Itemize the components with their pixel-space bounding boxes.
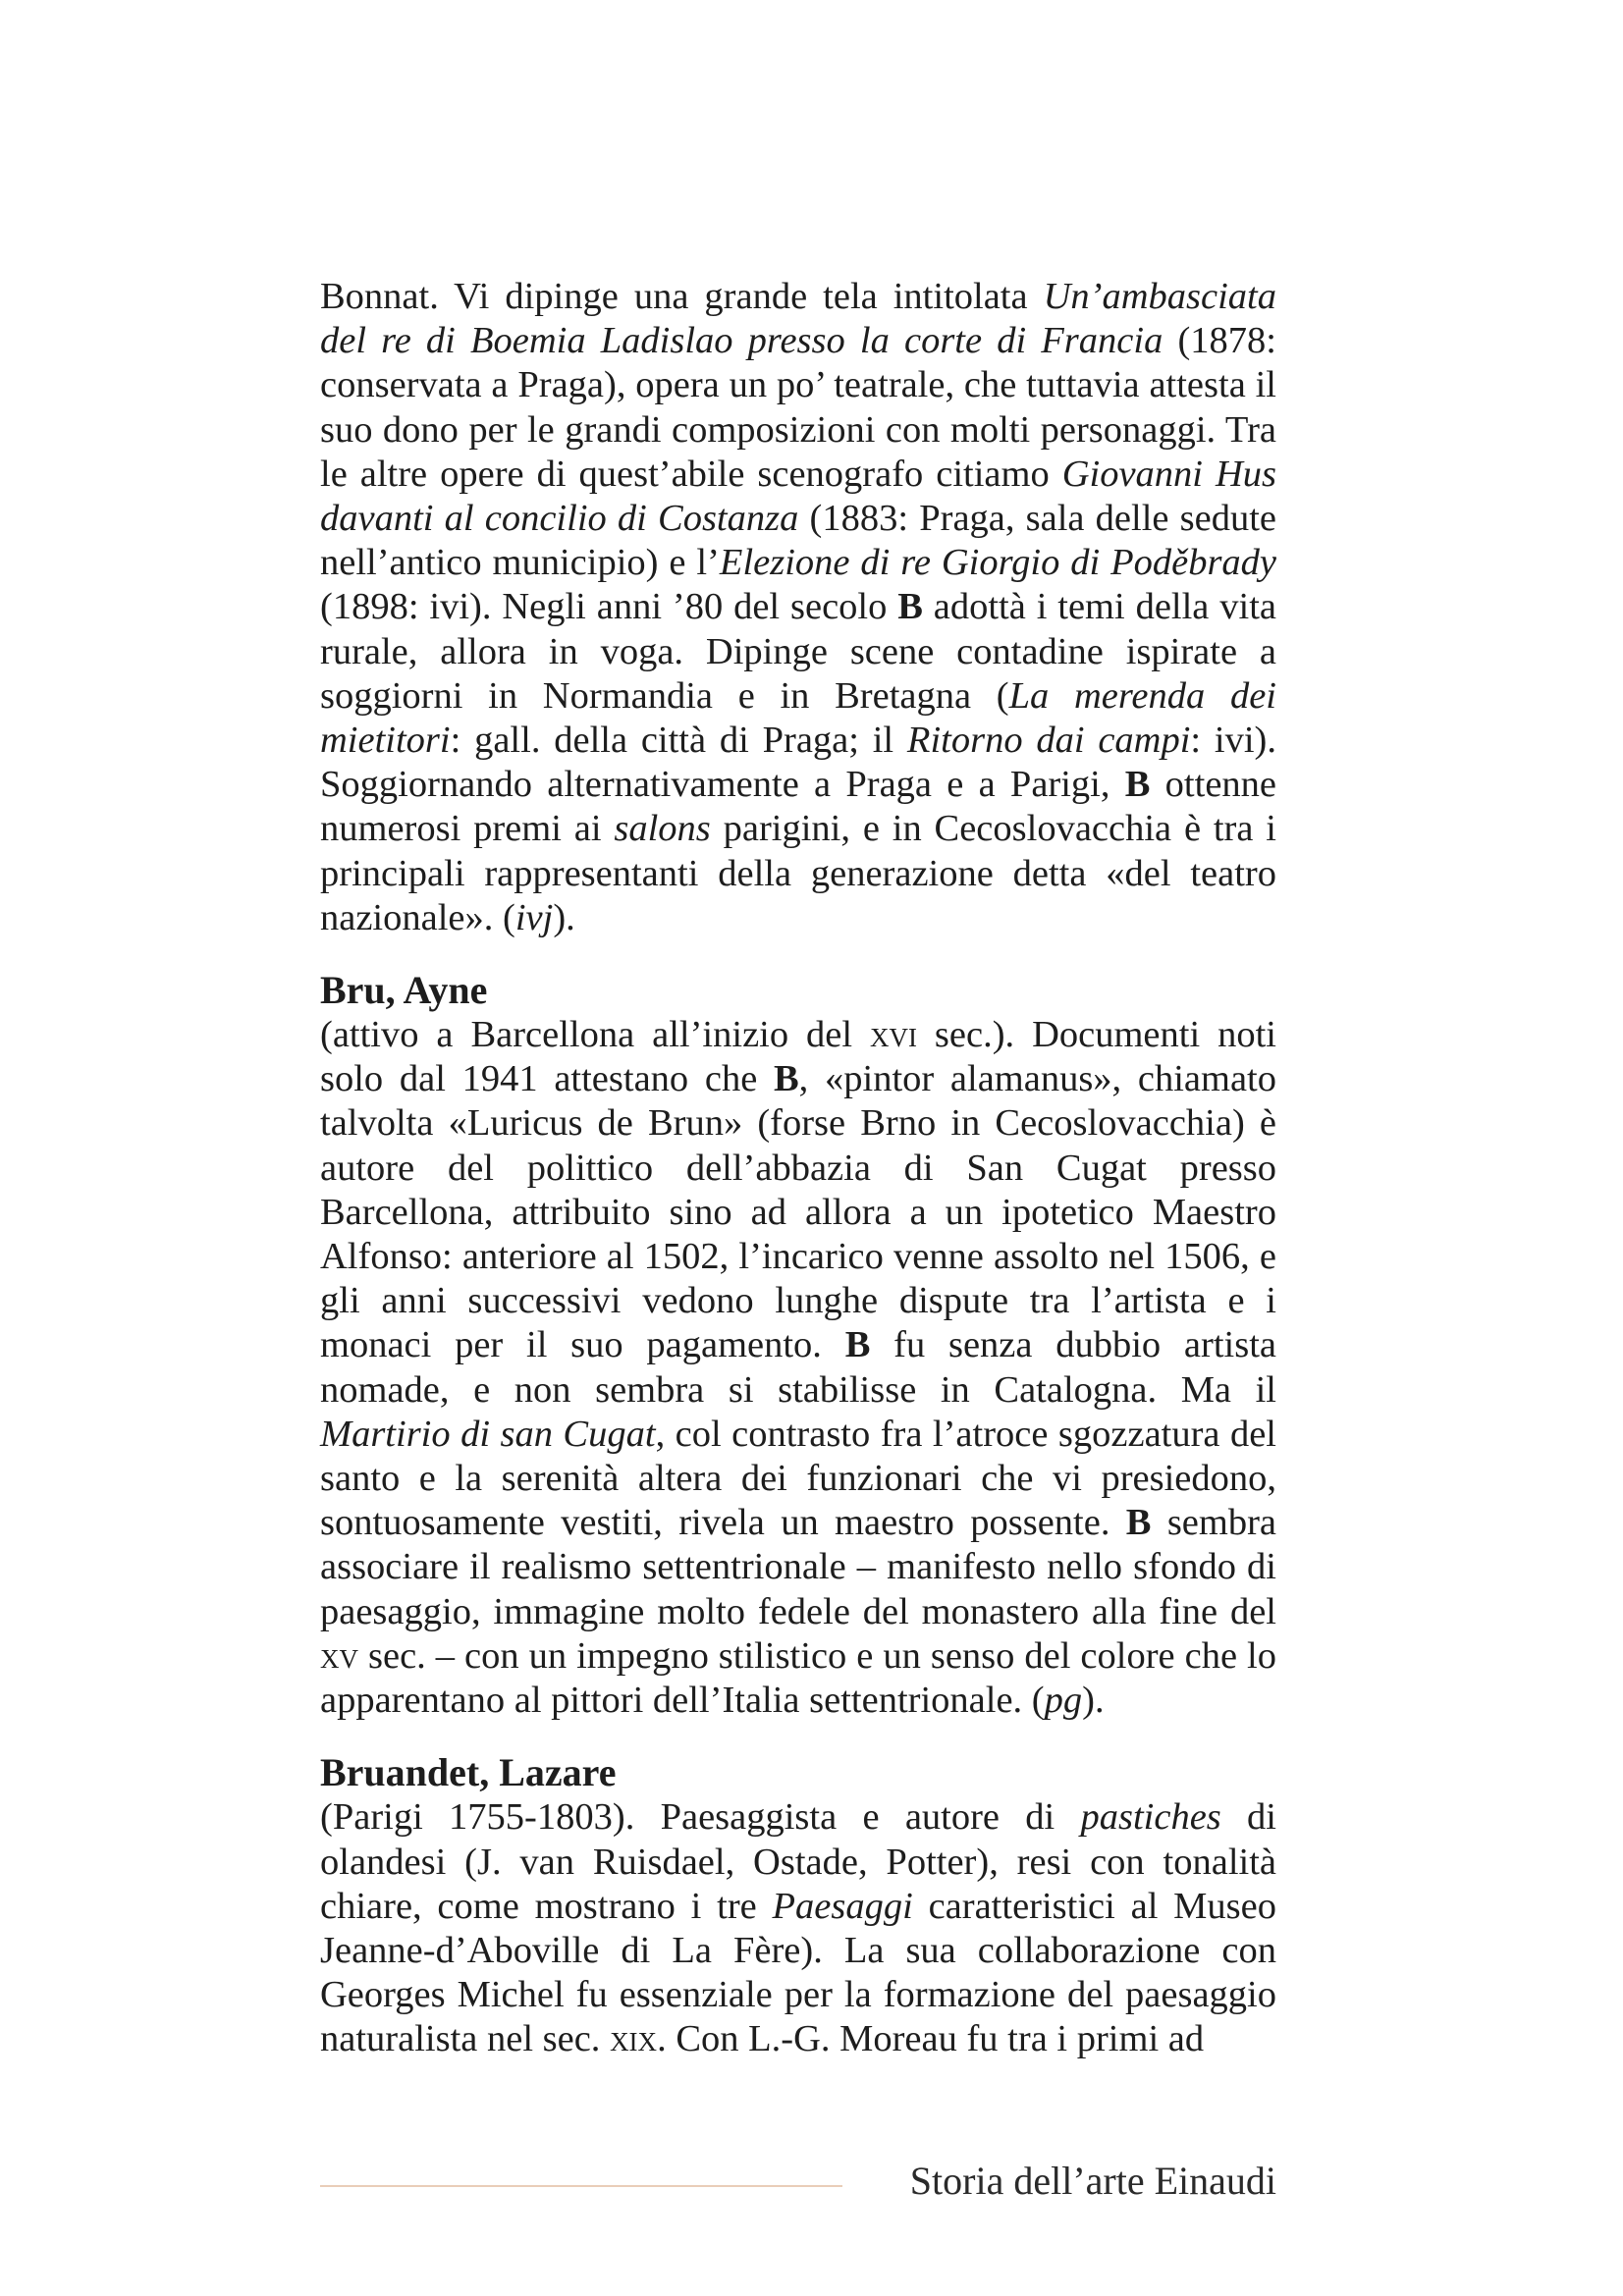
artist-abbrev: B bbox=[773, 1058, 799, 1100]
artist-abbrev: B bbox=[844, 1324, 871, 1366]
text-run: , col contrasto fra l’atroce sgozzatura del santo e la serenità altera dei funzionari che vi presiedono, sontuosamente vestiti, rivela un maestro possente. bbox=[320, 1413, 1277, 1544]
century-numeral: xv bbox=[320, 1634, 358, 1677]
text-run: : gall. della città di Praga; il bbox=[450, 720, 907, 762]
text-run: sembra associare il realismo settentrionale – manifesto nello sfondo di paesaggio, immagine molto fedele del monastero alla fine del bbox=[320, 1502, 1276, 1632]
century-numeral: xvi bbox=[870, 1014, 917, 1056]
text-run: (1883: Praga, sala delle sedute nell’antico municipio) e l’ bbox=[320, 498, 1276, 584]
footer-divider bbox=[320, 2185, 842, 2187]
artwork-title: Un’ambasciata del re di Boemia Ladislao presso la corte di Francia bbox=[320, 276, 1276, 362]
text-run: (attivo a Barcellona all’inizio del bbox=[320, 1014, 870, 1056]
entry-heading-bruandet: Bruandet, Lazare bbox=[320, 1750, 617, 1795]
italic-term: salons bbox=[614, 808, 711, 850]
text-run: : ivi). Soggiornando alternativamente a Praga e a Parigi, bbox=[320, 720, 1276, 806]
entry-bru-text bbox=[320, 1013, 1276, 1723]
text-run: Bonnat. Vi dipinge una grande tela intitolata bbox=[320, 276, 1044, 317]
text-run: adottà i temi della vita rurale, allora in voga. Dipinge scene contadine ispirate a soggiorni in Normandia e in Bretagna ( bbox=[320, 586, 1276, 717]
italic-term: pastiches bbox=[1080, 1796, 1221, 1839]
text-run: di olandesi (J. van Ruisdael, Ostade, Potter), resi con tonalità chiare, come mostrano i tre bbox=[320, 1796, 1276, 1927]
artist-abbrev: B bbox=[897, 586, 923, 628]
text-run: , «pintor alamanus», chiamato talvolta «Luricus de Brun» (forse Brno in Cecoslovacchia) è autore del polittico dell’abbazia di San Cugat presso Barcellona, attribuito sino ad allora a un ipotetico Maestro Alfonso: anteriore al 1502, l’incarico venne assolto nel 1506, e gli anni successivi vedono lunghe dispute tra l’artista e i monaci per il suo pagamento. bbox=[320, 1058, 1276, 1366]
text-run: (1878: conservata a Praga), opera un po’ teatrale, che tuttavia attesta il suo dono per le grandi composizioni con molti personaggi. Tra le altre opere di quest’abile scenografo citiamo bbox=[320, 320, 1276, 495]
text-run: . Con L.-G. Moreau fu tra i primi ad bbox=[657, 2018, 1205, 2060]
artist-abbrev: B bbox=[1125, 1502, 1152, 1544]
artwork-title: Ritorno dai campi bbox=[906, 720, 1191, 762]
text-run: caratteristici al Museo Jeanne-d’Aboville di La Fère). La sua collaborazione con Georges Michel fu essenziale per la formazione del paesaggio naturalista nel sec. bbox=[320, 1885, 1276, 2060]
intro-paragraph bbox=[320, 275, 1276, 940]
text-run: sec.). Documenti noti solo dal 1941 attestano che bbox=[320, 1014, 1276, 1100]
text-run: fu senza dubbio artista nomade, e non sembra si stabilisse in Catalogna. Ma il bbox=[320, 1324, 1276, 1411]
entry-heading-bru: Bru, Ayne bbox=[320, 968, 488, 1013]
artwork-title: Martirio di san Cugat bbox=[320, 1413, 656, 1455]
footer-title: Storia dell’arte Einaudi bbox=[909, 2159, 1276, 2203]
author-signature: ivj bbox=[514, 896, 554, 938]
entry-bruandet-text bbox=[320, 1795, 1276, 2061]
text-run: ottenne numerosi premi ai bbox=[320, 764, 1276, 850]
text-run: sec. – con un impegno stilistico e un senso del colore che lo apparentano al pittori dell’Italia settentrionale. ( bbox=[320, 1634, 1276, 1722]
text-run: ). bbox=[553, 896, 575, 938]
text-run: (Parigi 1755-1803). Paesaggista e autore di bbox=[320, 1796, 1081, 1839]
artwork-title: Elezione di re Giorgio di Poděbrady bbox=[719, 542, 1277, 584]
text-run: (1898: ivi). Negli anni ’80 del secolo bbox=[320, 586, 898, 628]
author-signature: pg bbox=[1044, 1680, 1083, 1722]
artwork-title: Paesaggi bbox=[772, 1885, 913, 1927]
text-run: parigini, e in Cecoslovacchia è tra i principali rappresentanti della generazione detta «del teatro nazionale». ( bbox=[320, 808, 1276, 938]
text-run: ). bbox=[1082, 1680, 1105, 1722]
artist-abbrev: B bbox=[1124, 764, 1151, 806]
page-body bbox=[320, 275, 1276, 2062]
century-numeral: xix bbox=[610, 2018, 658, 2060]
artwork-title: La merenda dei mietitori bbox=[320, 674, 1277, 762]
artwork-title: Giovanni Hus davanti al concilio di Costanza bbox=[320, 453, 1276, 540]
